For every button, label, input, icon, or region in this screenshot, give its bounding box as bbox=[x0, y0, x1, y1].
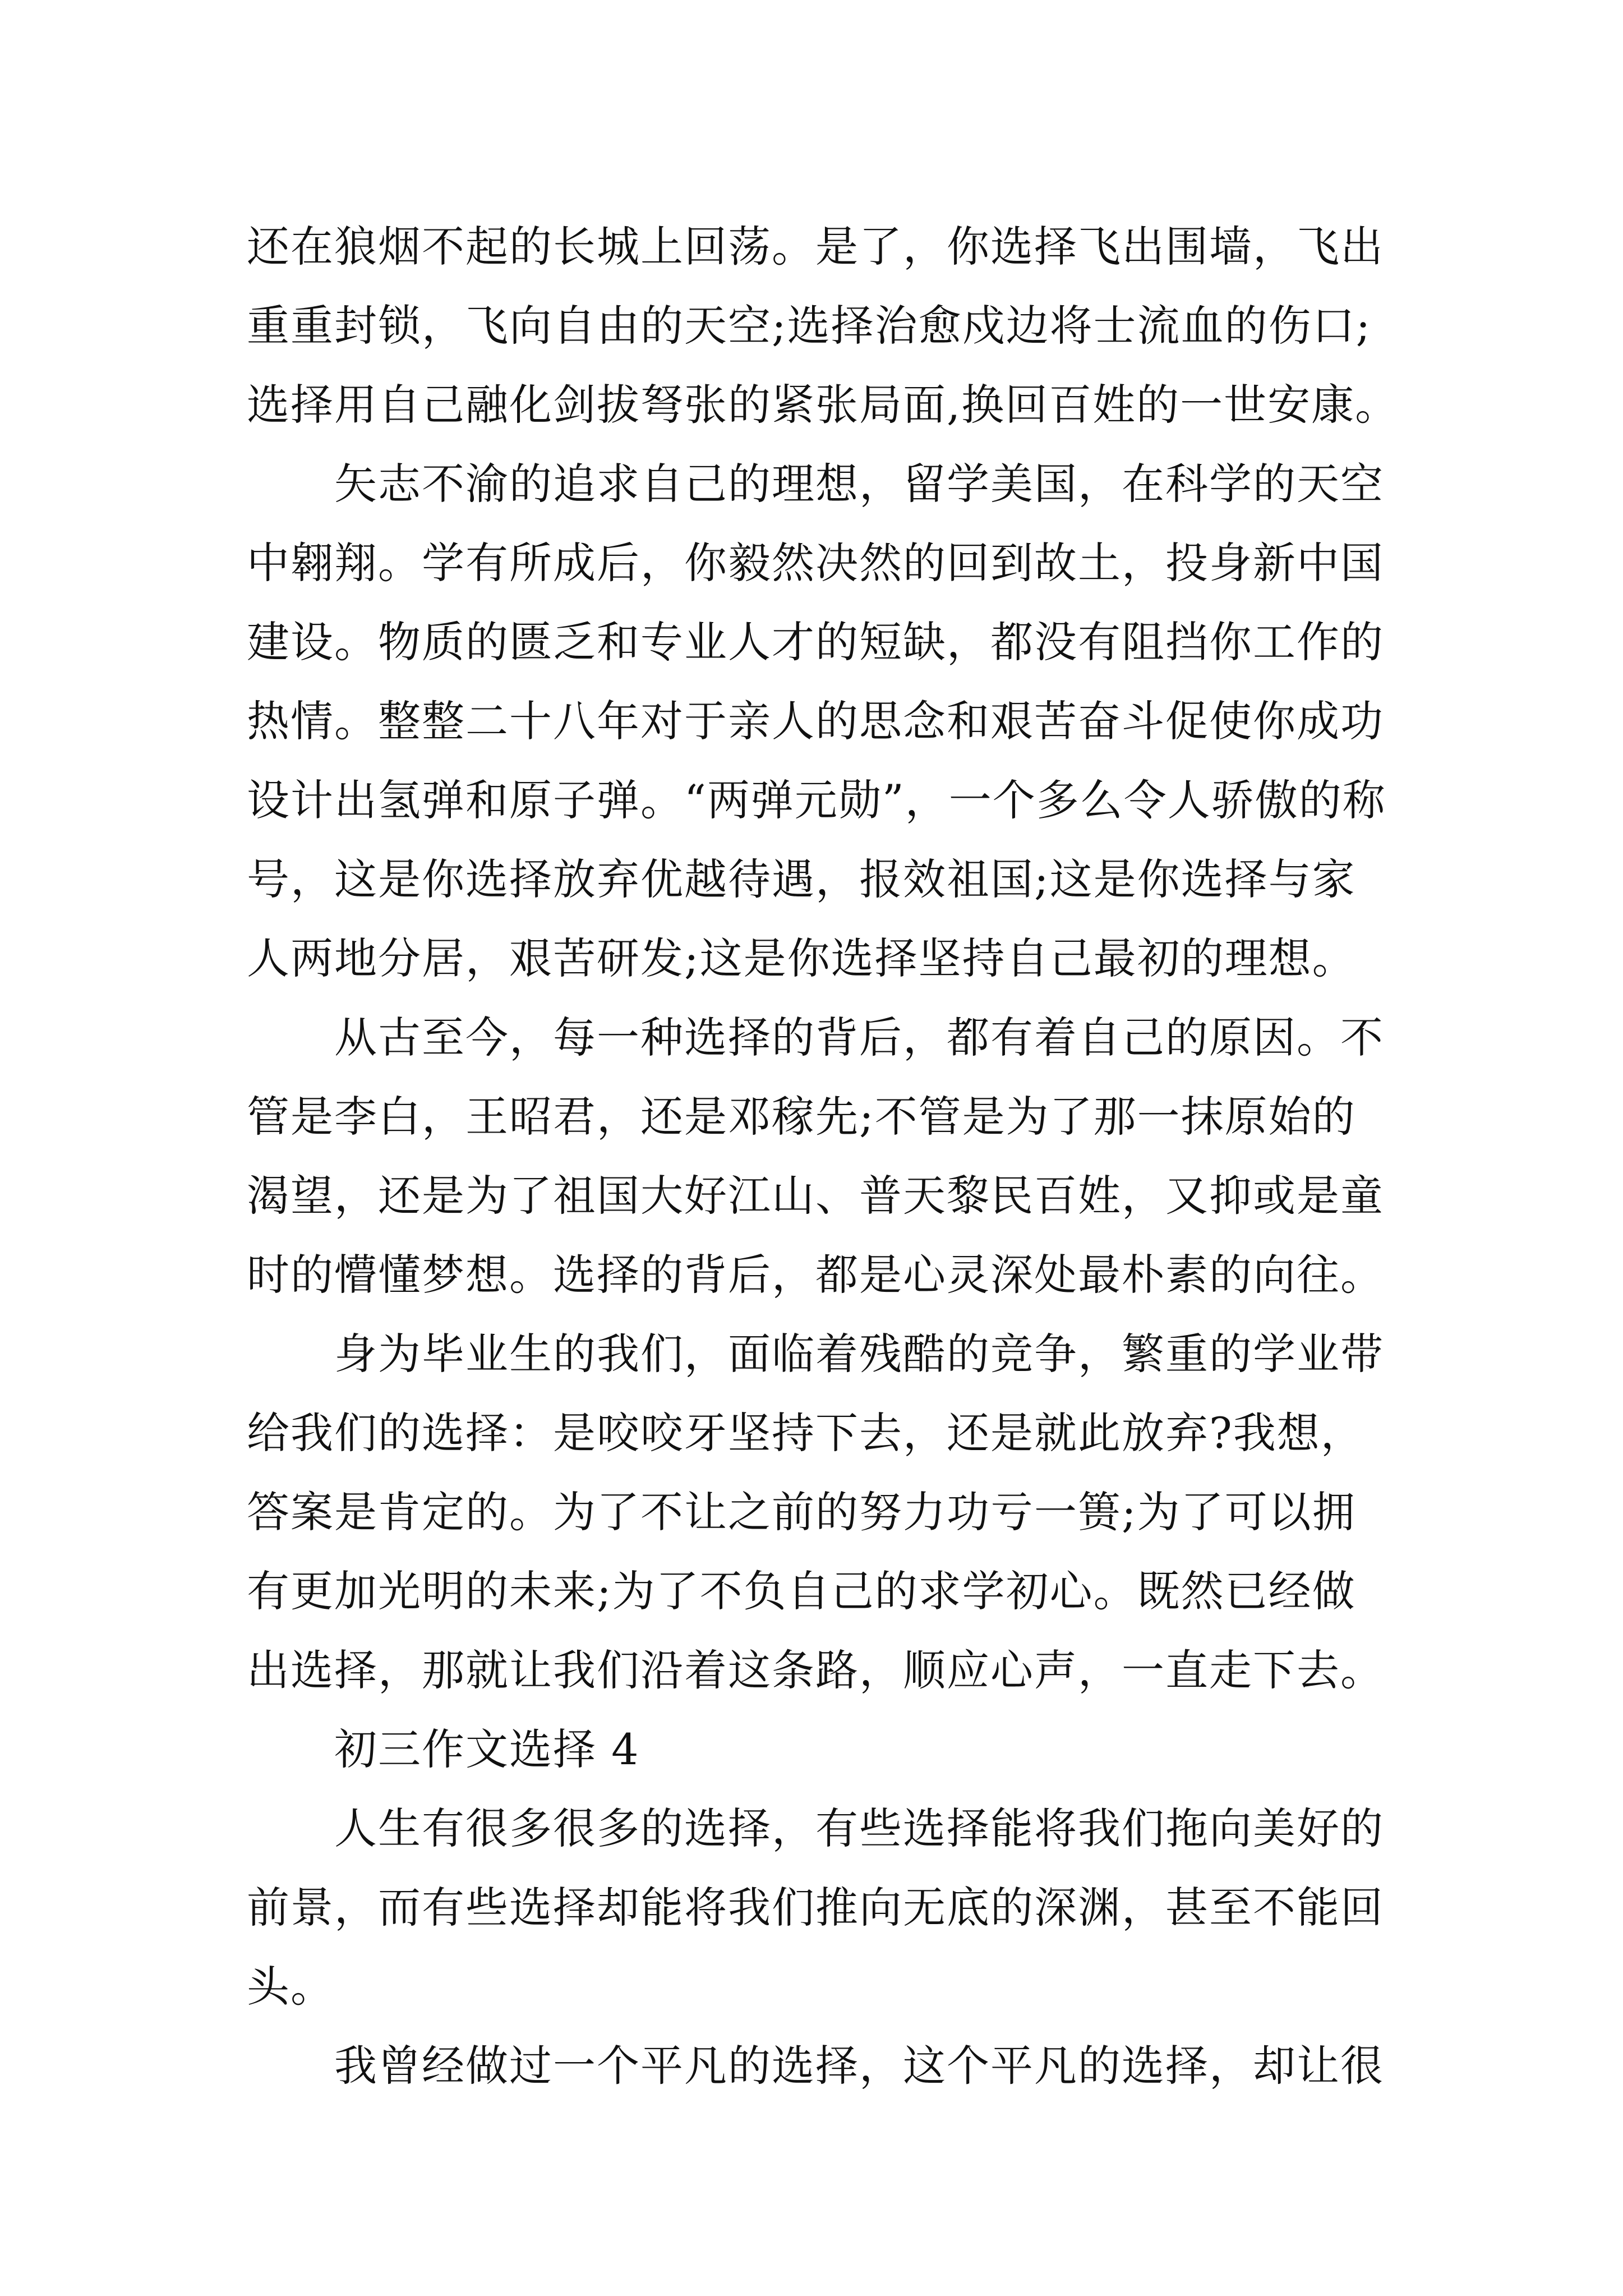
text-line: 管是李白，王昭君，还是邓稼先;不管是为了那一抹原始的 bbox=[247, 1092, 1356, 1142]
text-line: 答案是肯定的。为了不让之前的努力功亏一篑;为了可以拥 bbox=[247, 1487, 1356, 1537]
paragraph-start-line: 从古至今，每一种选择的背后，都有着自己的原因。不 bbox=[334, 1013, 1384, 1062]
text-line: 号，这是你选择放弃优越待遇，报效祖国;这是你选择与家 bbox=[247, 854, 1356, 904]
text-line: 设计出氢弹和原子弹。“两弹元勋”，一个多么令人骄傲的称 bbox=[247, 775, 1386, 825]
text-line: 还在狼烟不起的长城上回荡。是了，你选择飞出围墙，飞出 bbox=[247, 222, 1384, 272]
text-line: 时的懵懂梦想。选择的背后，都是心灵深处最朴素的向往。 bbox=[247, 1250, 1384, 1300]
text-line: 重重封锁，飞向自由的天空;选择治愈戍边将士流血的伤口; bbox=[247, 301, 1372, 351]
text-line: 头。 bbox=[247, 1962, 334, 2012]
paragraph-start-line: 身为毕业生的我们，面临着残酷的竞争，繁重的学业带 bbox=[334, 1329, 1384, 1379]
text-line: 给我们的选择：是咬咬牙坚持下去，还是就此放弃?我想， bbox=[247, 1408, 1364, 1458]
text-line: 中翱翔。学有所成后，你毅然决然的回到故土，投身新中国 bbox=[247, 538, 1384, 588]
text-line: 有更加光明的未来;为了不负自己的求学初心。既然已经做 bbox=[247, 1566, 1356, 1616]
text-line: 出选择，那就让我们沿着这条路，顺应心声，一直走下去。 bbox=[247, 1645, 1384, 1695]
text-line: 建设。物质的匮乏和专业人才的短缺，都没有阻挡你工作的 bbox=[247, 617, 1384, 667]
text-line: 热情。整整二十八年对于亲人的思念和艰苦奋斗促使你成功 bbox=[247, 696, 1384, 746]
section-heading: 初三作文选择 4 bbox=[334, 1724, 640, 1774]
text-line: 渴望，还是为了祖国大好江山、普天黎民百姓，又抑或是童 bbox=[247, 1171, 1384, 1221]
text-line: 选择用自己融化剑拔弩张的紧张局面,换回百姓的一世安康。 bbox=[247, 380, 1399, 430]
text-line: 人两地分居，艰苦研发;这是你选择坚持自己最初的理想。 bbox=[247, 933, 1356, 983]
paragraph-start-line: 我曾经做过一个平凡的选择，这个平凡的选择，却让很 bbox=[334, 2041, 1384, 2091]
paragraph-start-line: 矢志不渝的追求自己的理想，留学美国，在科学的天空 bbox=[334, 459, 1384, 509]
text-line: 前景，而有些选择却能将我们推向无底的深渊，甚至不能回 bbox=[247, 1883, 1384, 1932]
paragraph-start-line: 人生有很多很多的选择，有些选择能将我们拖向美好的 bbox=[334, 1803, 1384, 1853]
